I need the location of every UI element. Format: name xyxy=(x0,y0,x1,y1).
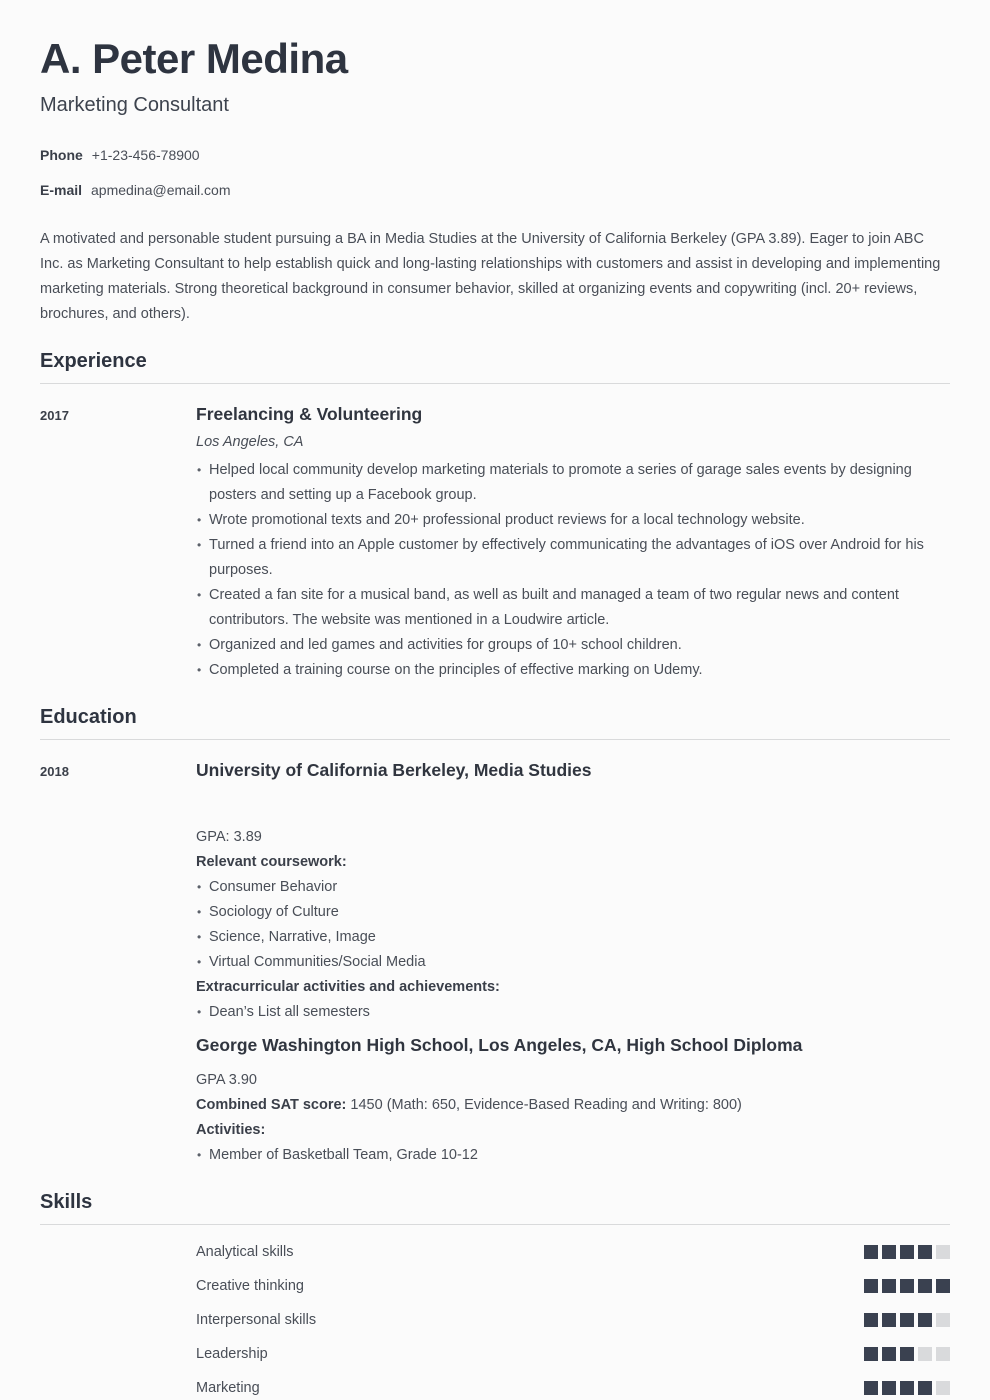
education-entry xyxy=(40,760,950,1025)
rating-square-filled xyxy=(900,1347,914,1361)
phone-label: Phone xyxy=(40,147,83,164)
professional-summary: A motivated and personable student pursuing a BA in Media Studies at the University of California Berkeley (GPA 3.89). Eager to join ABC Inc. as Marketing Consultant to help establish quick and long-lasting relationships with customers and assist in developing and implementing marketing materials. Strong theoretical background in consumer behavior, skilled at organizing events and copywriting (incl. 20+ reviews, brochures, and others). xyxy=(40,231,941,323)
experience-bullet: • Helped local community develop marketing materials to promote a series of garage sales events by designing posters and setting up a Facebook group. xyxy=(196,458,950,508)
bold-label: Relevant coursework: xyxy=(196,854,347,871)
skill-label: Creative thinking xyxy=(196,1277,304,1294)
education-bullet: • Consumer Behavior xyxy=(196,875,950,900)
skill-row xyxy=(196,1244,950,1260)
experience-entry-content xyxy=(196,404,950,683)
email-value: apmedina@email.com xyxy=(91,182,231,199)
contact-email-row xyxy=(40,182,950,198)
education-section-title: Education xyxy=(40,706,950,740)
rating-square-filled xyxy=(900,1313,914,1327)
education-section xyxy=(40,706,950,1167)
rating-square-filled xyxy=(900,1381,914,1395)
education-entry-content xyxy=(196,760,950,1025)
rating-square-filled xyxy=(882,1279,896,1293)
education-bold-line xyxy=(196,1118,950,1143)
entry-subtitle: Los Angeles, CA xyxy=(196,434,304,451)
experience-bullet: • Completed a training course on the principles of effective marking on Udemy. xyxy=(196,658,950,683)
education-detail-lines xyxy=(196,825,950,1025)
experience-bullet: • Wrote promotional texts and 20+ professional product reviews for a local technology website. xyxy=(196,508,950,533)
skill-rating xyxy=(864,1245,950,1259)
bold-label: Combined SAT score: xyxy=(196,1096,347,1113)
rating-square-filled xyxy=(864,1313,878,1327)
rating-square-filled xyxy=(918,1279,932,1293)
rating-square-filled xyxy=(864,1381,878,1395)
rating-square-filled xyxy=(882,1245,896,1259)
person-name: A. Peter Medina xyxy=(40,35,348,82)
skill-rating xyxy=(864,1279,950,1293)
experience-bullet: • Turned a friend into an Apple customer by effectively communicating the advantages of iOS over Android for his purposes. xyxy=(196,533,950,583)
education-entries xyxy=(40,760,950,1167)
skill-label: Marketing xyxy=(196,1379,260,1396)
education-bullet: • Dean’s List all semesters xyxy=(196,1000,950,1025)
rating-square-filled xyxy=(900,1245,914,1259)
skill-row xyxy=(196,1278,950,1294)
rating-square-filled xyxy=(936,1279,950,1293)
experience-section xyxy=(40,350,950,683)
entry-date: 2017 xyxy=(40,408,69,424)
experience-bullet: • Organized and led games and activities for groups of 10+ school children. xyxy=(196,633,950,658)
skill-rating xyxy=(864,1381,950,1395)
phone-value: +1-23-456-78900 xyxy=(91,147,200,164)
experience-section-title: Experience xyxy=(40,350,950,384)
education-entry-content xyxy=(196,1035,950,1167)
skill-row xyxy=(196,1312,950,1328)
rating-square-filled xyxy=(918,1313,932,1327)
rating-square-filled xyxy=(918,1245,932,1259)
bold-label: Extracurricular activities and achievements: xyxy=(196,979,500,996)
experience-entry xyxy=(40,404,950,683)
entry-date: 2018 xyxy=(40,764,69,780)
skills-section-title: Skills xyxy=(40,1191,950,1225)
rating-square-filled xyxy=(882,1381,896,1395)
entry-date xyxy=(40,1035,196,1167)
entry-title: University of California Berkeley, Media Studies xyxy=(196,760,592,781)
skill-label: Interpersonal skills xyxy=(196,1311,317,1328)
education-inline-line xyxy=(196,1093,950,1118)
job-title: Marketing Consultant xyxy=(40,94,229,117)
experience-bullet: • Created a fan site for a musical band, as well as built and managed a team of two regular news and content contributors. The website was mentioned in a Loudwire article. xyxy=(196,583,950,633)
education-text-line: GPA: 3.89 xyxy=(196,829,262,846)
skill-rating xyxy=(864,1347,950,1361)
education-bullet: • Virtual Communities/Social Media xyxy=(196,950,950,975)
rating-square-empty xyxy=(936,1347,950,1361)
education-text-line: GPA 3.90 xyxy=(196,1071,257,1088)
education-bullet: • Science, Narrative, Image xyxy=(196,925,950,950)
rating-square-filled xyxy=(882,1313,896,1327)
rating-square-filled xyxy=(864,1279,878,1293)
experience-bullet-list xyxy=(196,458,950,683)
rating-square-filled xyxy=(882,1347,896,1361)
rating-square-empty xyxy=(936,1245,950,1259)
education-bold-line xyxy=(196,850,950,875)
rating-square-empty xyxy=(936,1313,950,1327)
education-bullet: • Sociology of Culture xyxy=(196,900,950,925)
email-label: E-mail xyxy=(40,182,83,199)
skill-row xyxy=(196,1380,950,1396)
entry-title: Freelancing & Volunteering xyxy=(196,404,423,425)
education-bullet: • Member of Basketball Team, Grade 10-12 xyxy=(196,1143,950,1168)
skills-section xyxy=(40,1191,950,1396)
contact-phone-row xyxy=(40,147,950,163)
skill-row xyxy=(196,1346,950,1362)
rating-square-filled xyxy=(864,1347,878,1361)
inline-value: 1450 (Math: 650, Evidence-Based Reading and Writing: 800) xyxy=(346,1096,742,1113)
education-bold-line xyxy=(196,975,950,1000)
education-entry xyxy=(40,1035,950,1167)
skills-list xyxy=(40,1244,950,1396)
skill-rating xyxy=(864,1313,950,1327)
bold-label: Activities: xyxy=(196,1121,266,1138)
entry-title: George Washington High School, Los Angeles, CA, High School Diploma xyxy=(196,1035,803,1056)
rating-square-filled xyxy=(900,1279,914,1293)
rating-square-filled xyxy=(864,1245,878,1259)
rating-square-empty xyxy=(936,1381,950,1395)
rating-square-empty xyxy=(918,1347,932,1361)
skill-label: Analytical skills xyxy=(196,1243,294,1260)
rating-square-filled xyxy=(918,1381,932,1395)
skill-label: Leadership xyxy=(196,1345,268,1362)
education-detail-lines xyxy=(196,1068,950,1168)
